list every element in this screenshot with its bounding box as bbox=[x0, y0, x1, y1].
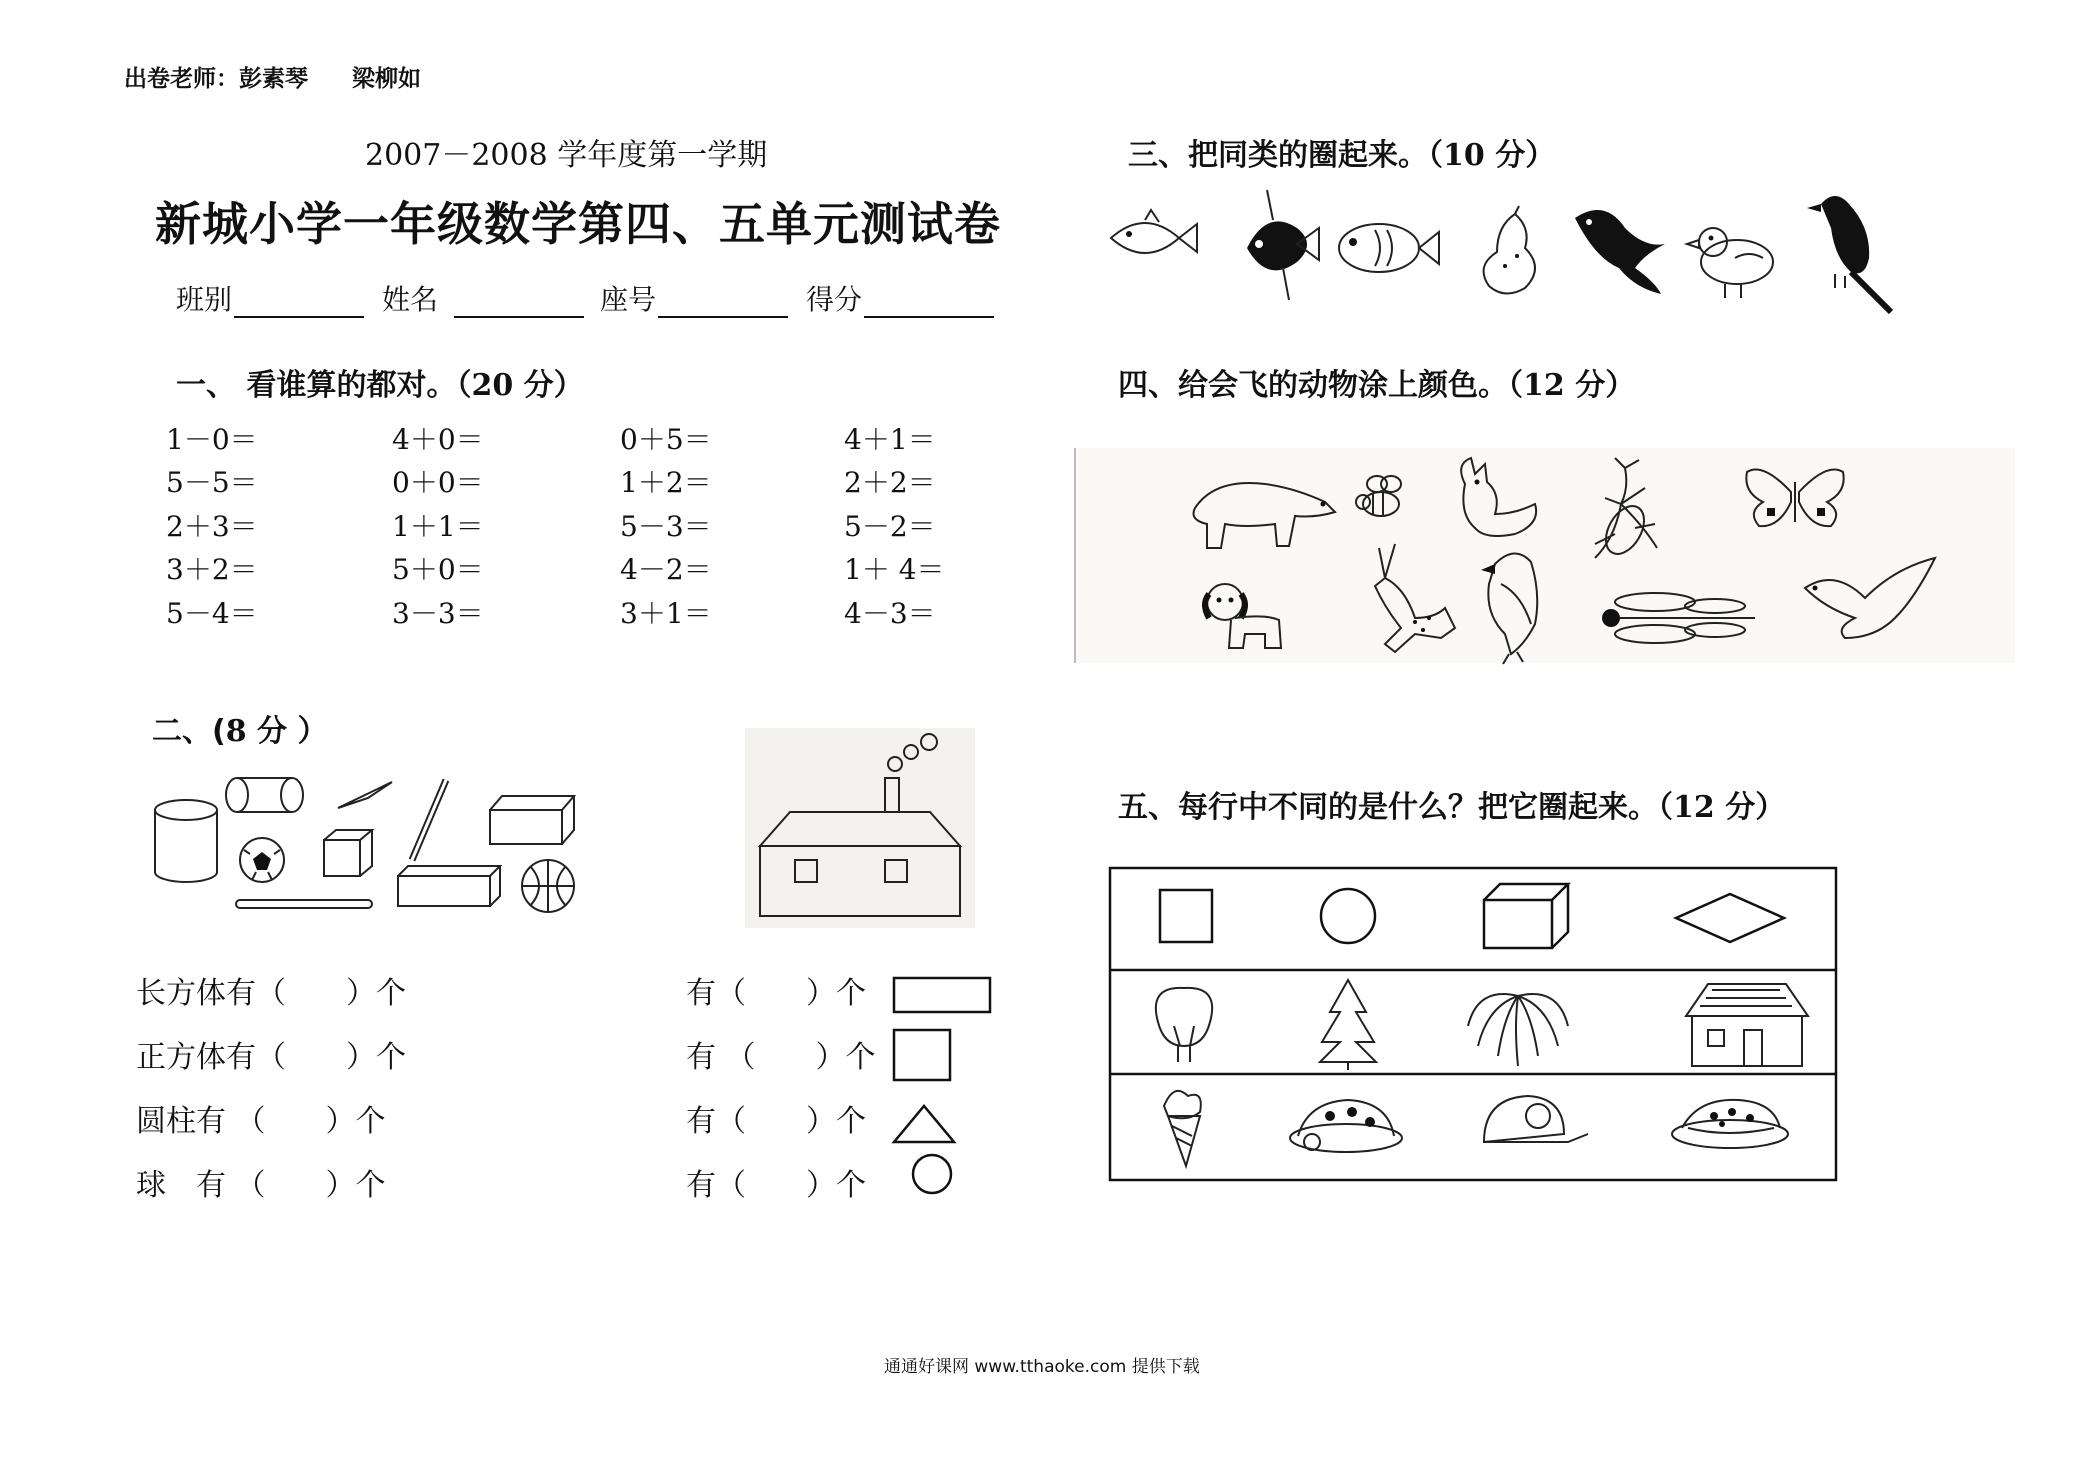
cuboid-icon bbox=[398, 866, 500, 906]
pine-tree-icon bbox=[1320, 980, 1376, 1070]
equation: 3－3＝ bbox=[392, 597, 484, 630]
house-picture bbox=[745, 728, 975, 928]
stick-icon bbox=[412, 780, 446, 860]
equation: 3＋2＝ bbox=[166, 553, 258, 586]
equation: 1－0＝ bbox=[166, 423, 258, 456]
fish-icon bbox=[1111, 210, 1197, 253]
equation: 2＋3＝ bbox=[166, 510, 258, 543]
ice-cream-icon bbox=[1164, 1091, 1201, 1166]
equation: 0＋5＝ bbox=[620, 423, 712, 456]
pear-icon bbox=[1484, 206, 1535, 294]
section4-heading: 四、给会飞的动物涂上颜色。（12 分） bbox=[1118, 368, 1636, 403]
cuboid-icon bbox=[490, 796, 574, 844]
rhombus-icon bbox=[1676, 894, 1784, 942]
equation: 5－4＝ bbox=[166, 597, 258, 630]
equation: 5＋0＝ bbox=[392, 553, 484, 586]
section2-heading: 二、(8 分 ） bbox=[152, 714, 328, 749]
fill-blank-item[interactable]: 有 （ ）个 bbox=[686, 1040, 876, 1075]
equation: 1＋ 4＝ bbox=[844, 553, 945, 586]
equation: 4－3＝ bbox=[844, 597, 936, 630]
page-title: 新城小学一年级数学第四、五单元测试卷 bbox=[155, 197, 1001, 251]
equation: 4－2＝ bbox=[620, 553, 712, 586]
house-icon bbox=[1686, 984, 1808, 1066]
equation: 5－2＝ bbox=[844, 510, 936, 543]
cuboid-icon bbox=[1484, 884, 1568, 948]
sun-hat-icon bbox=[1290, 1100, 1402, 1152]
teacher-name-2: 梁柳如 bbox=[352, 66, 422, 92]
square-icon bbox=[894, 1030, 950, 1080]
cylinder-icon bbox=[226, 778, 303, 812]
willow-tree-icon bbox=[1468, 994, 1568, 1066]
fill-blank-item[interactable]: 有（ ）个 bbox=[686, 1104, 866, 1139]
angelfish-icon bbox=[1247, 190, 1319, 300]
equation: 2＋2＝ bbox=[844, 466, 936, 499]
apple-tree-icon bbox=[1156, 988, 1212, 1062]
section4-animals bbox=[1075, 448, 2015, 663]
section3-heading: 三、把同类的圈起来。（10 分） bbox=[1128, 138, 1556, 173]
basketball-icon bbox=[522, 860, 574, 912]
fill-blank-item[interactable]: 长方体有（ ）个 bbox=[136, 976, 406, 1011]
cap-icon bbox=[1484, 1096, 1588, 1142]
info-seat[interactable]: 座号 bbox=[600, 278, 788, 318]
circle-icon bbox=[913, 1155, 951, 1193]
section5-heading: 五、每行中不同的是什么？把它圈起来。（12 分） bbox=[1118, 790, 1786, 825]
fill-blank-item[interactable]: 有（ ）个 bbox=[686, 976, 866, 1011]
footer-text: 通通好课网 www.tthaoke.com 提供下载 bbox=[884, 1357, 1200, 1377]
equation: 0＋0＝ bbox=[392, 466, 484, 499]
info-class[interactable]: 班别 bbox=[176, 278, 364, 318]
rectangle-icon bbox=[894, 978, 990, 1012]
equation: 1＋1＝ bbox=[392, 510, 484, 543]
fill-blank-item[interactable]: 正方体有（ ）个 bbox=[136, 1040, 406, 1075]
info-name[interactable]: 姓名 bbox=[382, 278, 584, 318]
teacher-line bbox=[124, 60, 457, 93]
stick-icon bbox=[236, 900, 372, 908]
term-label: 2007－2008 学年度第一学期 bbox=[365, 138, 768, 173]
equation: 4＋1＝ bbox=[844, 423, 936, 456]
section1-heading: 一、 看谁算的都对。（20 分） bbox=[176, 368, 584, 403]
fish-icon bbox=[1339, 224, 1439, 272]
answer-shapes bbox=[890, 972, 1000, 1032]
equation: 1＋2＝ bbox=[620, 466, 712, 499]
teacher-label: 出卷老师：彭素琴 bbox=[124, 66, 308, 92]
equation: 4＋0＝ bbox=[392, 423, 484, 456]
swallow-icon bbox=[1575, 210, 1665, 294]
info-score[interactable]: 得分 bbox=[806, 278, 994, 318]
fill-blank-item[interactable]: 圆柱有 （ ）个 bbox=[136, 1104, 386, 1139]
solids-picture bbox=[140, 760, 580, 930]
equation: 5－5＝ bbox=[166, 466, 258, 499]
cube-icon bbox=[324, 830, 372, 876]
fill-blank-item[interactable]: 球 有 （ ）个 bbox=[136, 1168, 386, 1203]
hat-icon bbox=[1672, 1100, 1788, 1148]
fill-blank-item[interactable]: 有（ ）个 bbox=[686, 1168, 866, 1203]
soccer-ball-icon bbox=[240, 838, 284, 882]
chick-icon bbox=[1687, 228, 1773, 298]
square-icon bbox=[1160, 890, 1212, 942]
triangle-icon bbox=[894, 1106, 954, 1142]
circle-icon bbox=[1321, 889, 1375, 943]
triangle-icon bbox=[338, 782, 392, 808]
equation: 5－3＝ bbox=[620, 510, 712, 543]
section3-animals bbox=[1105, 188, 1905, 308]
magpie-icon bbox=[1807, 196, 1891, 312]
equation: 3＋1＝ bbox=[620, 597, 712, 630]
cylinder-icon bbox=[155, 800, 217, 882]
section5-table bbox=[1108, 866, 1838, 1182]
